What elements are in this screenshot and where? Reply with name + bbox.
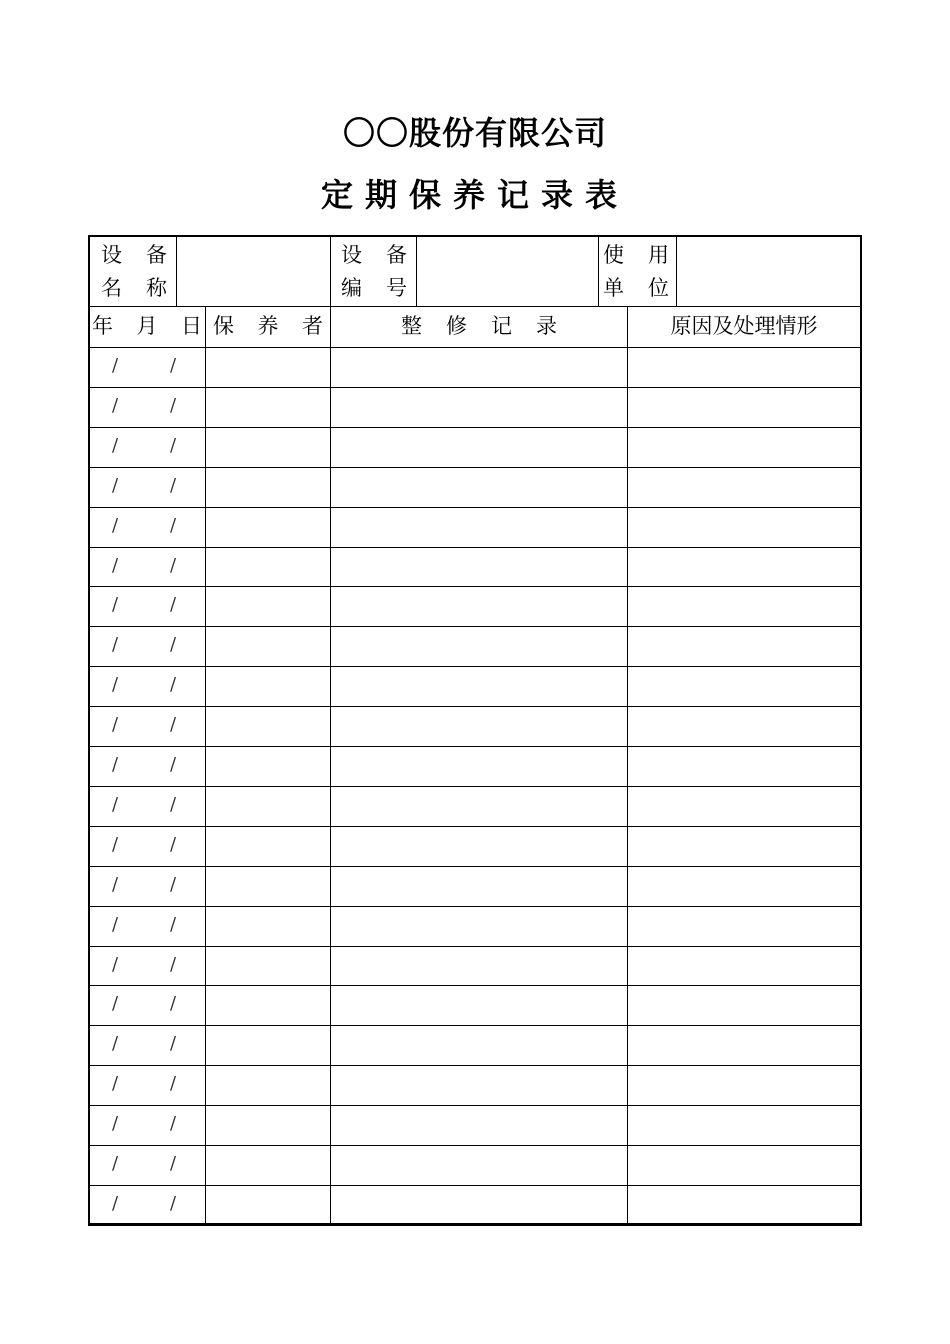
row-line [88, 985, 862, 986]
row-line [88, 946, 862, 947]
date-separator: / [170, 993, 177, 1015]
row-line [88, 507, 862, 508]
date-separator: / [170, 514, 177, 536]
row-line [88, 1145, 862, 1146]
column-header-maintainer-char: 养 [257, 314, 279, 338]
info-divider [330, 235, 331, 306]
date-separator: / [112, 394, 119, 416]
date-separator: / [112, 474, 119, 496]
date-separator: / [112, 754, 119, 775]
equipment-number-label-char: 备 [386, 243, 407, 267]
equipment-number-label-char: 号 [386, 276, 407, 300]
row-line [88, 427, 862, 428]
column-header-maintainer [213, 309, 323, 343]
row-line [88, 467, 862, 468]
date-separator: / [170, 634, 177, 656]
column-header-date [92, 309, 202, 343]
equipment-name-label-char: 设 [101, 243, 122, 267]
date-separator: / [112, 634, 119, 656]
date-separator: / [112, 554, 119, 576]
column-header-date-char: 年 [92, 314, 113, 338]
user-unit-label-char: 单 [603, 276, 624, 300]
date-separator: / [170, 394, 177, 416]
column-header-repair-record-char: 修 [446, 314, 467, 338]
date-separator: / [112, 594, 119, 616]
equipment-number-label-char: 编 [341, 276, 362, 300]
date-separator: / [112, 1073, 119, 1095]
user-unit-label [603, 238, 669, 272]
date-separator: / [170, 833, 177, 855]
equipment-name-label-char: 称 [146, 276, 167, 300]
equipment-number-label [341, 271, 407, 305]
row-line [88, 387, 862, 388]
user-unit-label-char: 位 [648, 276, 669, 300]
date-separator: / [112, 434, 119, 456]
date-separator: / [112, 1113, 119, 1135]
date-separator: / [112, 1192, 119, 1214]
date-separator: / [112, 514, 119, 536]
column-header-date-char: 月 [136, 314, 158, 338]
date-separator: / [170, 674, 177, 696]
date-separator: / [112, 913, 119, 935]
column-line [330, 306, 331, 1225]
maintenance-record-table [88, 235, 862, 1225]
date-separator: / [170, 474, 177, 496]
row-line [88, 547, 862, 548]
date-separator: / [170, 355, 177, 376]
user-unit-label [603, 271, 669, 305]
row-line [88, 586, 862, 587]
row-line [88, 1185, 862, 1186]
row-line [88, 1065, 862, 1066]
date-separator: / [170, 1192, 177, 1214]
date-separator: / [112, 833, 119, 855]
info-divider [416, 235, 417, 306]
date-separator: / [170, 873, 177, 895]
date-separator: / [170, 594, 177, 616]
user-unit-label-char: 使 [603, 243, 624, 267]
column-header-date-char: 日 [181, 314, 202, 338]
equipment-name-label-char: 备 [146, 243, 167, 267]
equipment-name-label [101, 271, 167, 305]
column-line [627, 306, 628, 1225]
date-separator: / [170, 554, 177, 576]
date-separator: / [170, 953, 177, 975]
row-line [88, 666, 862, 667]
date-separator: / [112, 993, 119, 1015]
equipment-number-label-char: 设 [341, 243, 362, 267]
date-separator: / [170, 714, 177, 736]
row-line [88, 746, 862, 747]
date-separator: / [112, 873, 119, 895]
date-separator: / [170, 1113, 177, 1135]
date-separator: / [170, 754, 177, 775]
equipment-name-label-char: 名 [101, 276, 122, 300]
row-line [88, 1225, 862, 1226]
info-divider [176, 235, 177, 306]
column-line [205, 306, 206, 1225]
row-line [88, 786, 862, 787]
company-name: 〇〇股份有限公司 [342, 114, 607, 152]
date-separator: / [112, 1033, 119, 1055]
row-line [88, 866, 862, 867]
date-separator: / [170, 1153, 177, 1174]
column-header-repair-record-char: 记 [491, 314, 512, 338]
row-line [88, 1025, 862, 1026]
row-line [88, 626, 862, 627]
date-separator: / [112, 793, 119, 815]
info-divider [676, 235, 677, 306]
date-separator: / [112, 355, 119, 376]
date-separator: / [170, 793, 177, 815]
user-unit-label-char: 用 [648, 243, 669, 267]
row-line [88, 347, 862, 348]
row-line [88, 906, 862, 907]
column-header-reason: 原因及处理情形 [670, 314, 818, 338]
date-separator: / [170, 1033, 177, 1055]
date-separator: / [112, 953, 119, 975]
date-separator: / [170, 434, 177, 456]
date-separator: / [112, 714, 119, 736]
date-separator: / [112, 1153, 119, 1174]
column-header-repair-record-char: 录 [536, 314, 557, 338]
column-header-repair-record-char: 整 [401, 314, 422, 338]
column-header-maintainer-char: 保 [213, 314, 234, 338]
date-separator: / [170, 1073, 177, 1095]
row-line [88, 1105, 862, 1106]
date-separator: / [170, 913, 177, 935]
date-separator: / [112, 674, 119, 696]
column-header-maintainer-char: 者 [302, 314, 323, 338]
info-divider [598, 235, 599, 306]
row-line [88, 826, 862, 827]
form-title: 定期保养记录表 [320, 176, 629, 214]
equipment-name-label [101, 238, 167, 272]
column-header-repair-record [401, 309, 557, 343]
equipment-number-label [341, 238, 407, 272]
row-line [88, 706, 862, 707]
